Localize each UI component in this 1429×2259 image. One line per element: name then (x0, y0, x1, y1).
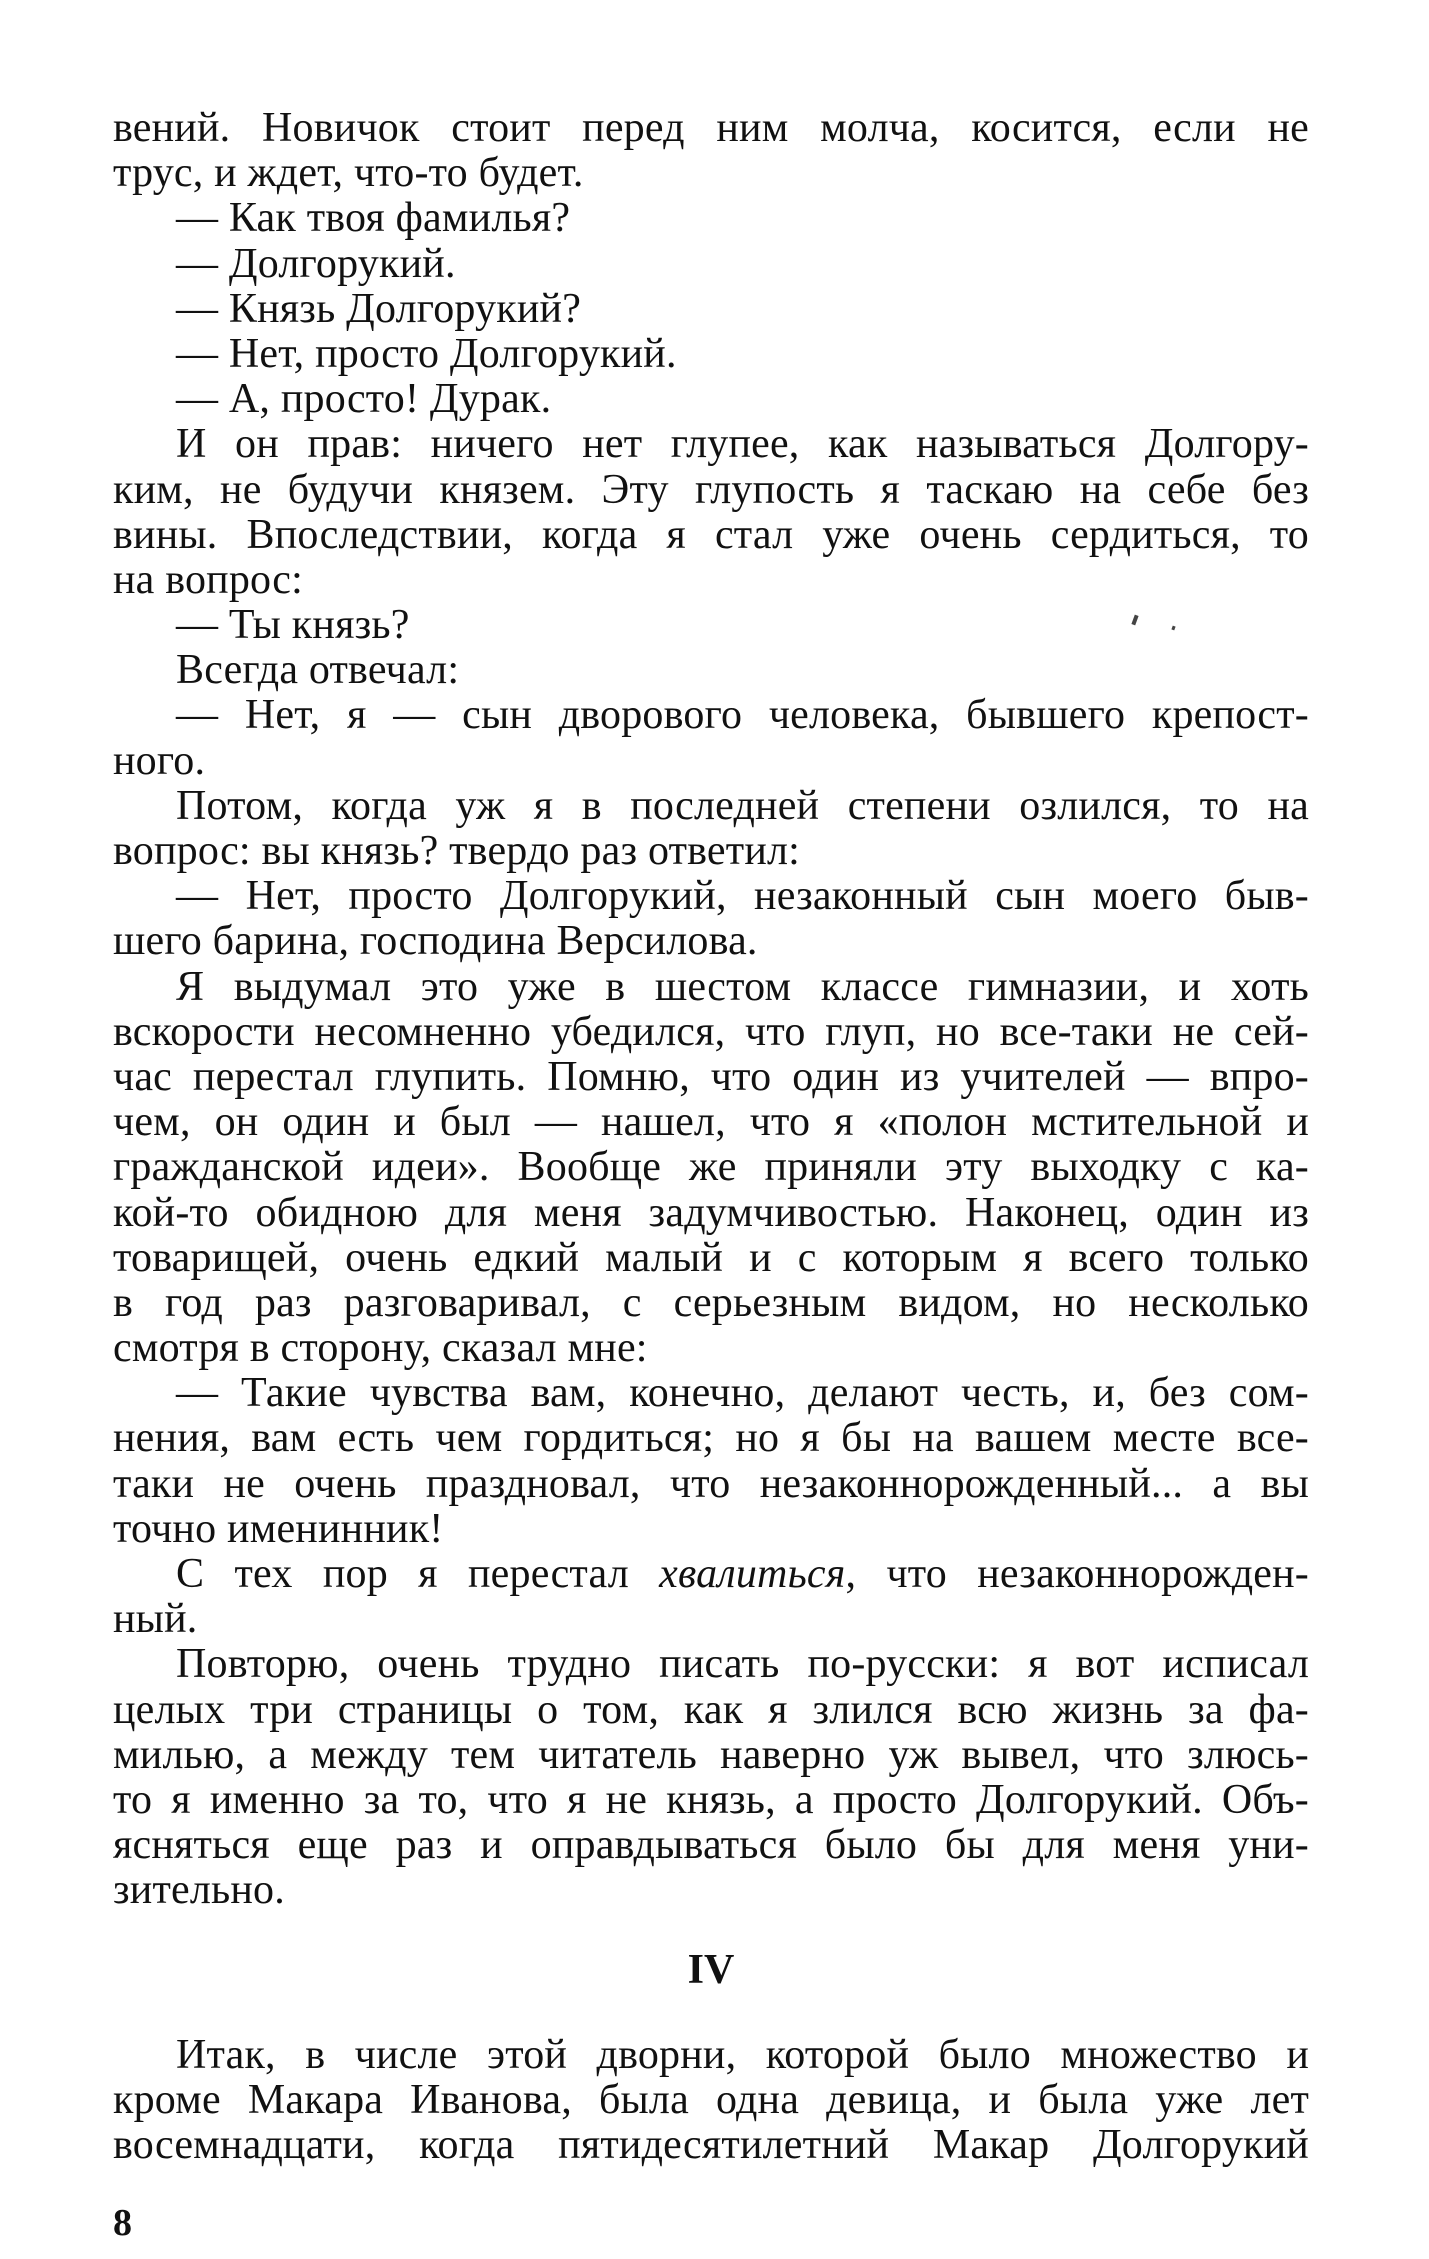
text-line: Я выдумал это уже в шестом классе гимназии, и хоть (176, 963, 1309, 1010)
text-line: — Как твоя фамилья? (176, 195, 571, 242)
text-line: кроме Макара Иванова, была одна девица, и была уже лет (113, 2076, 1309, 2123)
text-line: — Такие чувства вам, конечно, делают честь, и, без сом- (176, 1370, 1309, 1417)
book-page-body (113, 106, 1309, 2168)
text-line: точно именинник! (113, 1505, 444, 1552)
text-line: Повторю, очень трудно писать по-русски: я вот исписал (176, 1641, 1309, 1688)
text-line: ясняться еще раз и оправдываться было бы для меня уни- (113, 1822, 1309, 1869)
text-line: вины. Впоследствии, когда я стал уже очень сердиться, то (113, 511, 1309, 558)
text-line: нения, вам есть чем гордиться; но я бы на вашем месте все- (113, 1415, 1309, 1462)
text-line: восемнадцати, когда пятидесятилетний Макар Долгорукий (113, 2121, 1309, 2168)
text-line: товарищей, очень едкий малый и с которым я всего только (113, 1234, 1309, 1281)
text-line: — Нет, просто Долгорукий. (176, 330, 677, 377)
text-line: милью, а между тем читатель наверно уж вывел, что злюсь- (113, 1731, 1309, 1778)
text-line: вений. Новичок стоит перед ним молча, косится, если не (113, 105, 1309, 151)
text-line: ный. (113, 1596, 198, 1643)
text-line: на вопрос: (113, 556, 303, 603)
text-block-after-section (113, 2033, 1309, 2169)
text-line: Итак, в числе этой дворни, которой было множество и (176, 2031, 1309, 2078)
text-line: гражданской идеи». Вообще же приняли эту выходку с ка- (113, 1144, 1309, 1191)
text-line: таки не очень праздновал, что незаконнорожденный... а вы (113, 1460, 1309, 1507)
text-line: — Ты князь? (176, 602, 410, 649)
text-line: — Долгорукий. (176, 240, 456, 287)
text-line: вопрос: вы князь? твердо раз ответил: (113, 828, 801, 874)
text-line: — Нет, просто Долгорукий, незаконный сын моего быв- (176, 873, 1309, 920)
page-number: 8 (113, 2202, 132, 2244)
section-number: IV (687, 1946, 735, 1993)
text-block-before-section (113, 106, 1309, 1914)
text-line: кой-то обидною для меня задумчивостью. Наконец, один из (113, 1189, 1309, 1236)
text-line: шего барина, господина Версилова. (113, 918, 758, 965)
text-line: зительно. (113, 1867, 285, 1914)
text-line: ного. (113, 737, 206, 784)
text-line: смотря в сторону, сказал мне: (113, 1325, 648, 1372)
text-line: трус, и ждет, что-то будет. (113, 150, 584, 197)
text-line: — Нет, я — сын дворового человека, бывшего крепост- (176, 692, 1309, 739)
text-line: Всегда отвечал: (176, 647, 460, 694)
text-line: час перестал глупить. Помню, что один из учителей — впро- (113, 1053, 1309, 1100)
text-segment: С тех пор я перестал (176, 1551, 660, 1597)
text-line: ким, не будучи князем. Эту глупость я таскаю на себе без (113, 466, 1309, 513)
italic-word: хвалиться (659, 1551, 846, 1597)
text-line: — Князь Долгорукий? (176, 285, 582, 332)
text-line (113, 1552, 1309, 1597)
text-segment: , что незаконнорожден- (845, 1551, 1309, 1597)
text-line: — А, просто! Дурак. (176, 376, 552, 423)
text-line: И он прав: ничего нет глупее, как называться Долгору- (176, 421, 1309, 468)
text-line: целых три страницы о том, как я злился всю жизнь за фа- (113, 1686, 1309, 1733)
text-line: Потом, когда уж я в последней степени озлился, то на (176, 782, 1309, 829)
text-line: вскорости несомненно убедился, что глуп, но все-таки не сей- (113, 1008, 1309, 1055)
text-line: то я именно за то, что я не князь, а просто Долгорукий. Объ- (113, 1776, 1309, 1823)
text-line: в год раз разговаривал, с серьезным видом, но несколько (113, 1279, 1309, 1326)
text-line: чем, он один и был — нашел, что я «полон мстительной и (113, 1099, 1309, 1146)
